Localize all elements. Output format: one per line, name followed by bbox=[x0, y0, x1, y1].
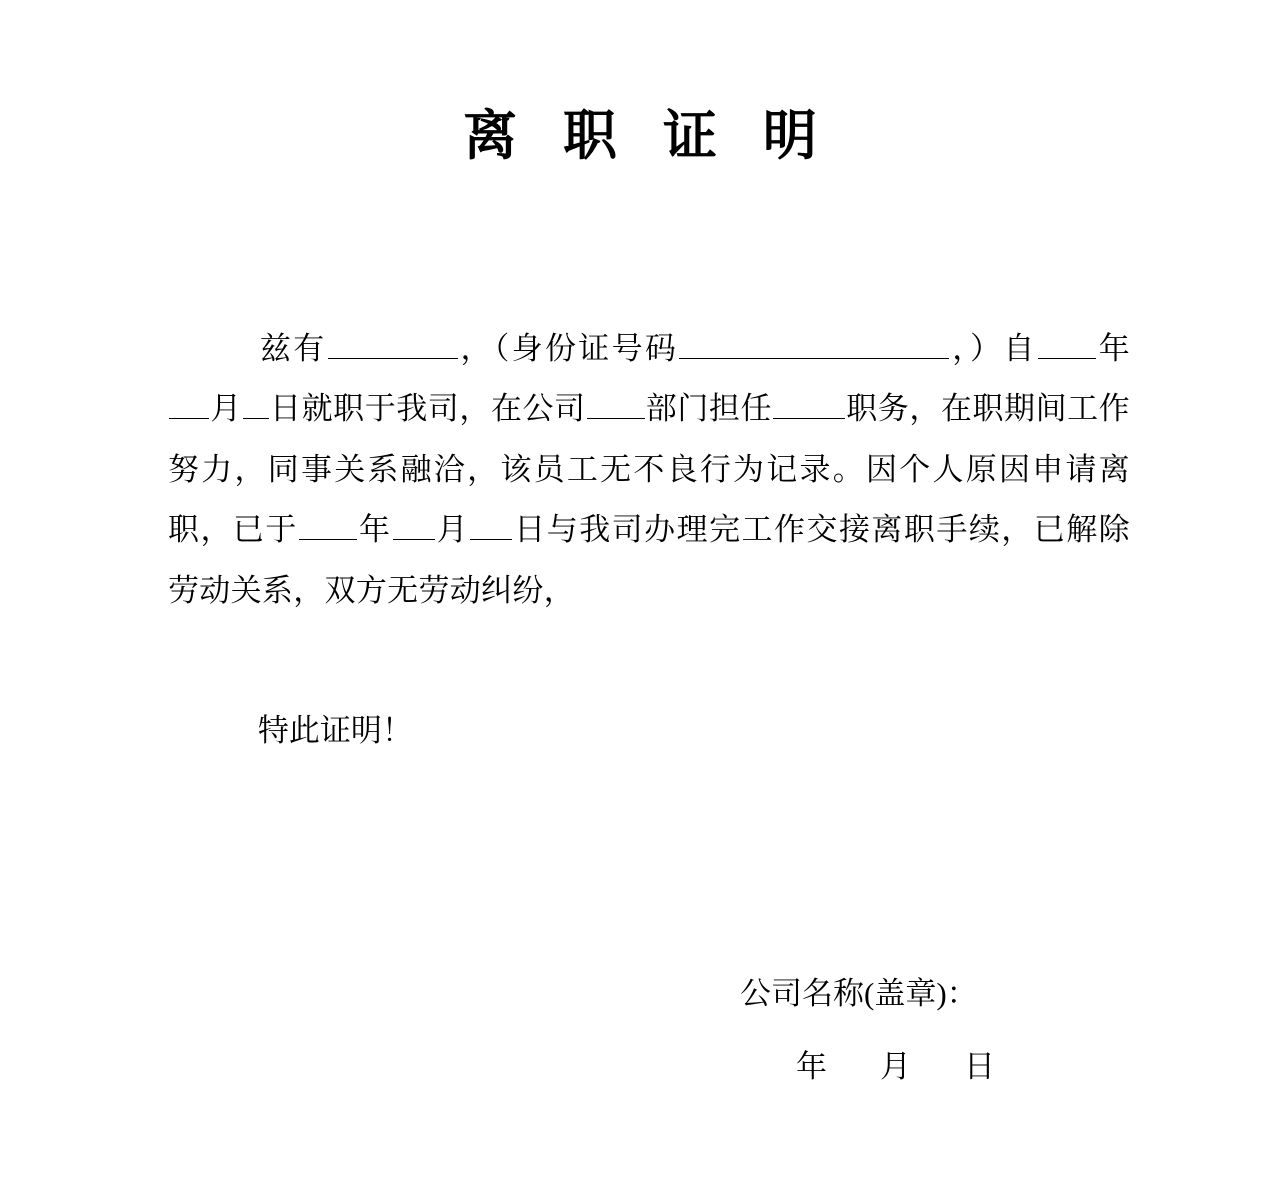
leave-year-blank[interactable] bbox=[299, 500, 357, 540]
text-month-1: 月 bbox=[210, 391, 242, 427]
id-number-blank[interactable] bbox=[679, 319, 949, 359]
text-paren-close: ，） bbox=[950, 330, 1004, 366]
document-body bbox=[0, 319, 1280, 762]
text-ci-you: 兹有 bbox=[257, 330, 327, 366]
statement-line bbox=[168, 701, 1130, 761]
statement-text: 特此证明！ bbox=[257, 712, 413, 748]
text-year-2: 年 bbox=[357, 512, 392, 548]
text-main-body: 职务，在职期间工作努力，同事关系融洽，该员工无不良行为记录。因个人原因申请离职，已于 bbox=[168, 391, 1130, 548]
date-month-label: 月 bbox=[880, 1048, 912, 1084]
signature-date bbox=[740, 1038, 996, 1097]
position-blank[interactable] bbox=[773, 379, 845, 419]
department-blank[interactable] bbox=[587, 379, 645, 419]
employee-name-blank[interactable] bbox=[328, 319, 458, 359]
text-zi: 自 bbox=[1003, 330, 1037, 366]
page-title: 离 职 证 明 bbox=[463, 106, 834, 166]
text-id-label: ，（身份证号码 bbox=[458, 330, 679, 366]
text-department-role: 部门担任 bbox=[645, 391, 773, 427]
leave-day-blank[interactable] bbox=[470, 500, 512, 540]
start-year-blank[interactable] bbox=[1038, 319, 1096, 359]
body-paragraph bbox=[168, 319, 1130, 621]
start-day-blank[interactable] bbox=[243, 379, 269, 419]
text-month-2: 月 bbox=[435, 512, 470, 548]
signature-block bbox=[740, 965, 996, 1097]
text-closing: 日与我司办理完工作交接离职手续，已解除劳动关系，双方无劳动纠纷， bbox=[168, 512, 1130, 608]
date-day-label: 日 bbox=[964, 1048, 996, 1084]
text-join-company: 日就职于我司，在公司 bbox=[269, 391, 586, 427]
date-year-label: 年 bbox=[796, 1048, 828, 1084]
text-year-1: 年 bbox=[1096, 330, 1131, 366]
start-month-blank[interactable] bbox=[169, 379, 209, 419]
leave-month-blank[interactable] bbox=[393, 500, 435, 540]
company-seal-label: 公司名称(盖章)： bbox=[740, 976, 978, 1011]
